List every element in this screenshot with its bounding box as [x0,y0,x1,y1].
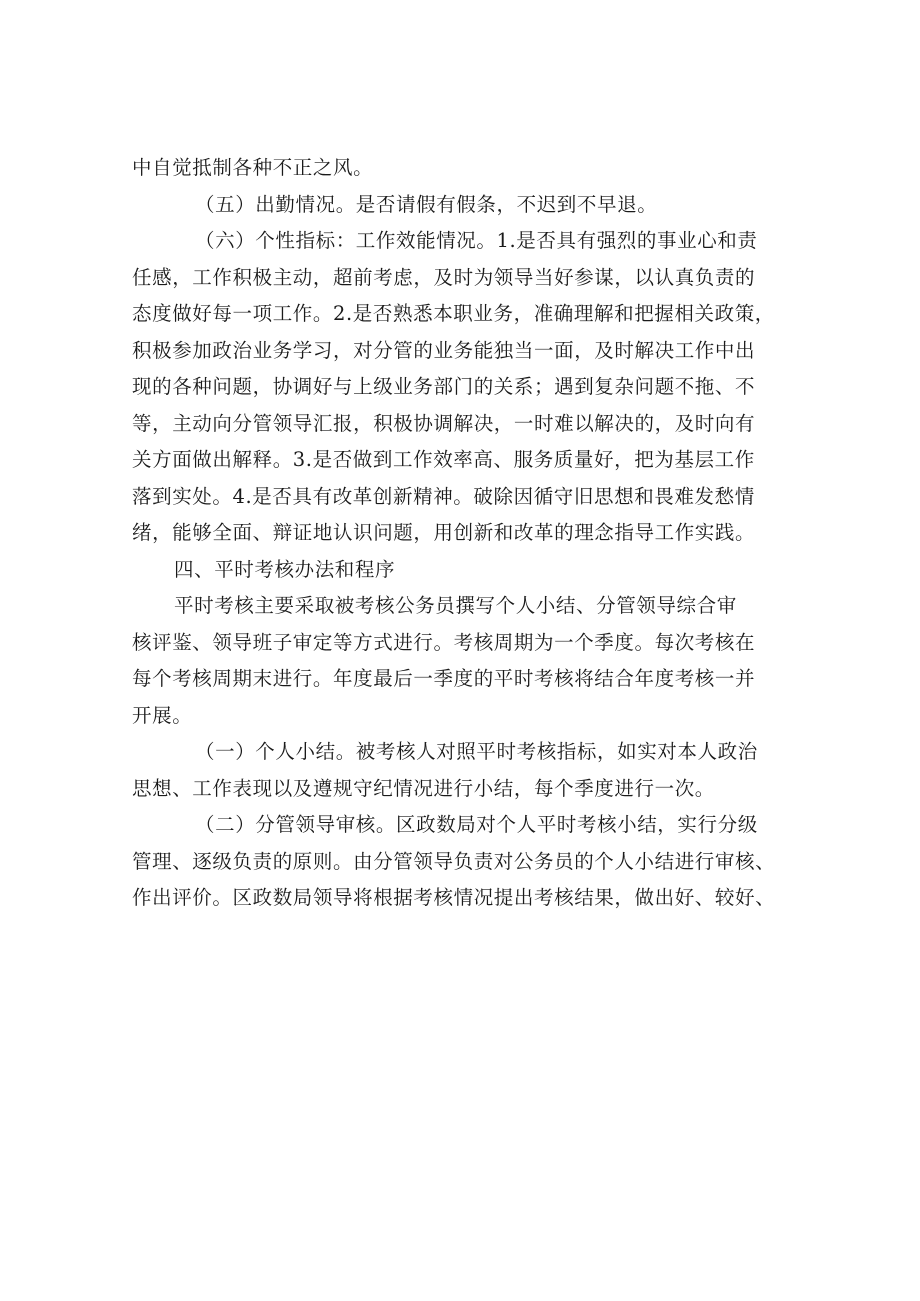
document-line: 积极参加政治业务学习，对分管的业务能独当一面，及时解决工作中出 [132,338,756,362]
document-line: 平时考核主要采取被考核公务员撰写个人小结、分管领导综合审 [174,594,737,617]
document-line: 作出评价。区政数局领导将根据考核情况提出考核结果，做出好、较好、 [132,886,776,909]
document-line: 四、平时考核办法和程序 [174,557,396,581]
document-line: 任感，工作积极主动，超前考虑，及时为领导当好参谋，以认真负责的 [132,265,756,289]
document-line: 思想、工作表现以及遵规守纪情况进行小结，每个季度进行一次。 [132,776,715,800]
document-line: 每个考核周期末进行。年度最后一季度的平时考核将结合年度考核一并 [132,667,756,690]
document-line: 开展。 [132,703,193,727]
document-line: 管理、逐级负责的原则。由分管领导负责对公务员的个人小结进行审核、 [132,849,776,873]
document-line: 绪，能够全面、辩证地认识问题，用创新和改革的理念指导工作实践。 [132,521,756,544]
document-line: 态度做好每一项工作。2.是否熟悉本职业务，准确理解和把握相关政策， [132,302,775,325]
document-line: （五）出勤情况。是否请假有假条，不迟到不早退。 [195,192,658,216]
document-line: 等，主动向分管领导汇报，积极协调解决，一时难以解决的，及时向有 [132,411,756,435]
document-line: 现的各种问题，协调好与上级业务部门的关系；遇到复杂问题不拖、不 [132,375,756,398]
document-line: （一）个人小结。被考核人对照平时考核指标，如实对本人政治 [195,740,758,763]
document-line: 关方面做出解释。3.是否做到工作效率高、服务质量好，把为基层工作 [132,448,755,471]
document-line: 中自觉抵制各种不正之风。 [132,156,374,179]
document-line: 落到实处。4.是否具有改革创新精神。破除因循守旧思想和畏难发愁情 [132,484,755,508]
document-line: 核评鉴、领导班子审定等方式进行。考核周期为一个季度。每次考核在 [132,630,756,654]
document-body [132,150,812,917]
document-line: （六）个性指标：工作效能情况。1.是否具有强烈的事业心和责 [195,229,758,252]
document-line: （二）分管领导审核。区政数局对个人平时考核小结，实行分级 [195,813,758,836]
